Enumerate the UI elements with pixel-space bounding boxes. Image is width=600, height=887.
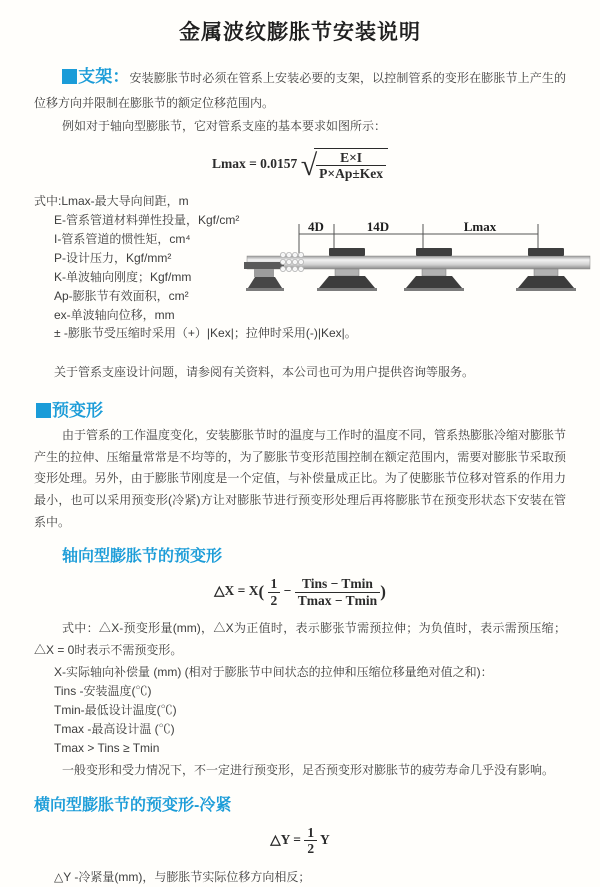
pipe-support-diagram <box>242 218 592 302</box>
section-bullet-icon <box>36 403 51 418</box>
close-paren: ) <box>380 582 386 602</box>
axial-param-line: Tins -安装温度(℃) <box>54 684 152 699</box>
support-example-text: 例如对于轴向型膨胀节，它对管系支座的基本要求如图所示： <box>62 119 387 134</box>
definition-item: ex-单波轴向位移，mm <box>54 307 175 322</box>
axial-param-line: Tmax -最高设计温 (℃) <box>54 722 175 737</box>
guide-support-2 <box>404 248 464 291</box>
definition-item: E-管系管道材料弹性投量，Kgf/cm² <box>54 212 240 227</box>
formula-lhs: △X = X <box>214 583 259 599</box>
minus-sign: − <box>283 583 292 599</box>
formula-rhs: Y <box>319 831 330 847</box>
lateral-note: △Y -冷紧量(mm)，与膨胀节实际位移方向相反； <box>54 869 311 884</box>
axial-subheading: 轴向型膨胀节的预变形 <box>62 548 223 566</box>
page-title: 金属波纹膨胀节安装说明 <box>179 21 421 44</box>
consult-note: 关于管系支座设计问题，请参阅有关资料，本公司也可为用户提供咨询等服务。 <box>54 364 475 379</box>
support-intro-text: 安装膨胀节时必须在管系上安装必要的支架，以控制管系的变形在膨胀节上产生的位移方向并限制在膨胀节的额定位移范围内。 <box>34 71 566 110</box>
formula-denominator: P×Ap±Kex <box>319 166 384 182</box>
anchor-support <box>244 262 284 291</box>
axial-explain-text: 式中：△X-预变形量(mm)，△X为正值时，表示膨张节需预拉伸；为负值时，表示需预压缩；△X = 0时表示不需预变形。 <box>34 621 566 657</box>
guide-support-3 <box>516 248 576 291</box>
lateral-subheading: 横向型膨胀节的预变形-冷紧 <box>34 796 232 814</box>
formula-numerator: E×I <box>316 150 386 167</box>
temperature-fraction: $\frac{\text{Tins − Tmin}}{Tmax - Tmin}$ <box>295 576 380 608</box>
axial-predeform-formula <box>34 576 566 608</box>
predeform-section-heading: 预变形 <box>36 396 566 421</box>
definition-item: Ap-膨胀节有效面积，cm² <box>54 288 189 303</box>
sqrt-radical-icon: √ <box>300 149 318 183</box>
predeform-body-text: 由于管系的工作温度变化，安装膨胀节时的温度与工作时的温度不同，管系热膨胀冷缩对膨胀节产生的拉伸、压缩量常常是不均等的，为了膨胀节变形范围控制在额定范围内，需要对膨胀节采取预变形处理。另外，由于膨胀节刚度是一个定值，与补偿量成正比。为了使膨胀节位移对管系的作用力最小，也可以采用预变形(冷紧)方让对膨胀节进行预变形处理后再将膨胀节在预变形状态下安装在管系中。 <box>34 428 567 529</box>
dim-label-14d: 14D <box>366 218 390 234</box>
guide-support-1 <box>317 248 377 291</box>
square-root <box>301 148 388 182</box>
guide-spacing-formula <box>34 148 566 182</box>
axial-param-line: Tmin-最低设计温度(℃) <box>54 703 177 718</box>
definitions-block <box>34 192 566 350</box>
half-fraction: $\frac{1}{2}$ <box>304 825 317 857</box>
half-fraction: $\frac{1}{2}$ <box>268 576 281 608</box>
formula-lhs: △Y = <box>270 831 301 847</box>
support-paragraph <box>34 62 566 114</box>
definition-item: P-设计压力，Kgf/mm² <box>54 250 172 265</box>
definition-item: I-管系管道的惯性矩，cm⁴ <box>54 231 191 246</box>
section-bullet-icon <box>62 69 77 84</box>
formula-lhs: Lmax = 0.0157 <box>211 155 298 171</box>
definition-item: ± -膨胀节受压缩时采用（+）|Kex|；拉伸时采用(-)|Kex|。 <box>54 326 357 341</box>
dim-label-4d: 4D <box>308 218 324 234</box>
axial-param-line: X-实际轴向补偿量 (mm) (相对于膨胀节中间状态的拉伸和压缩位移量绝对值之和)： <box>54 665 493 680</box>
definitions-lead: 式中:Lmax-最大导向间距，m <box>34 193 189 208</box>
axial-param-line: Tmax > Tins ≥ Tmin <box>54 741 160 756</box>
dim-label-lmax: Lmax <box>463 218 497 234</box>
support-section-heading: 支架： <box>78 67 130 86</box>
lateral-coldpull-formula <box>34 825 566 857</box>
definition-item: K-单波轴向刚度；Kgf/mm <box>54 269 192 284</box>
open-paren: ( <box>258 582 265 602</box>
axial-closing-text: 一般变形和受力情况下，不一定进行预变形，足否预变形对膨胀节的疲劳寿命几乎没有影响。 <box>62 763 555 778</box>
